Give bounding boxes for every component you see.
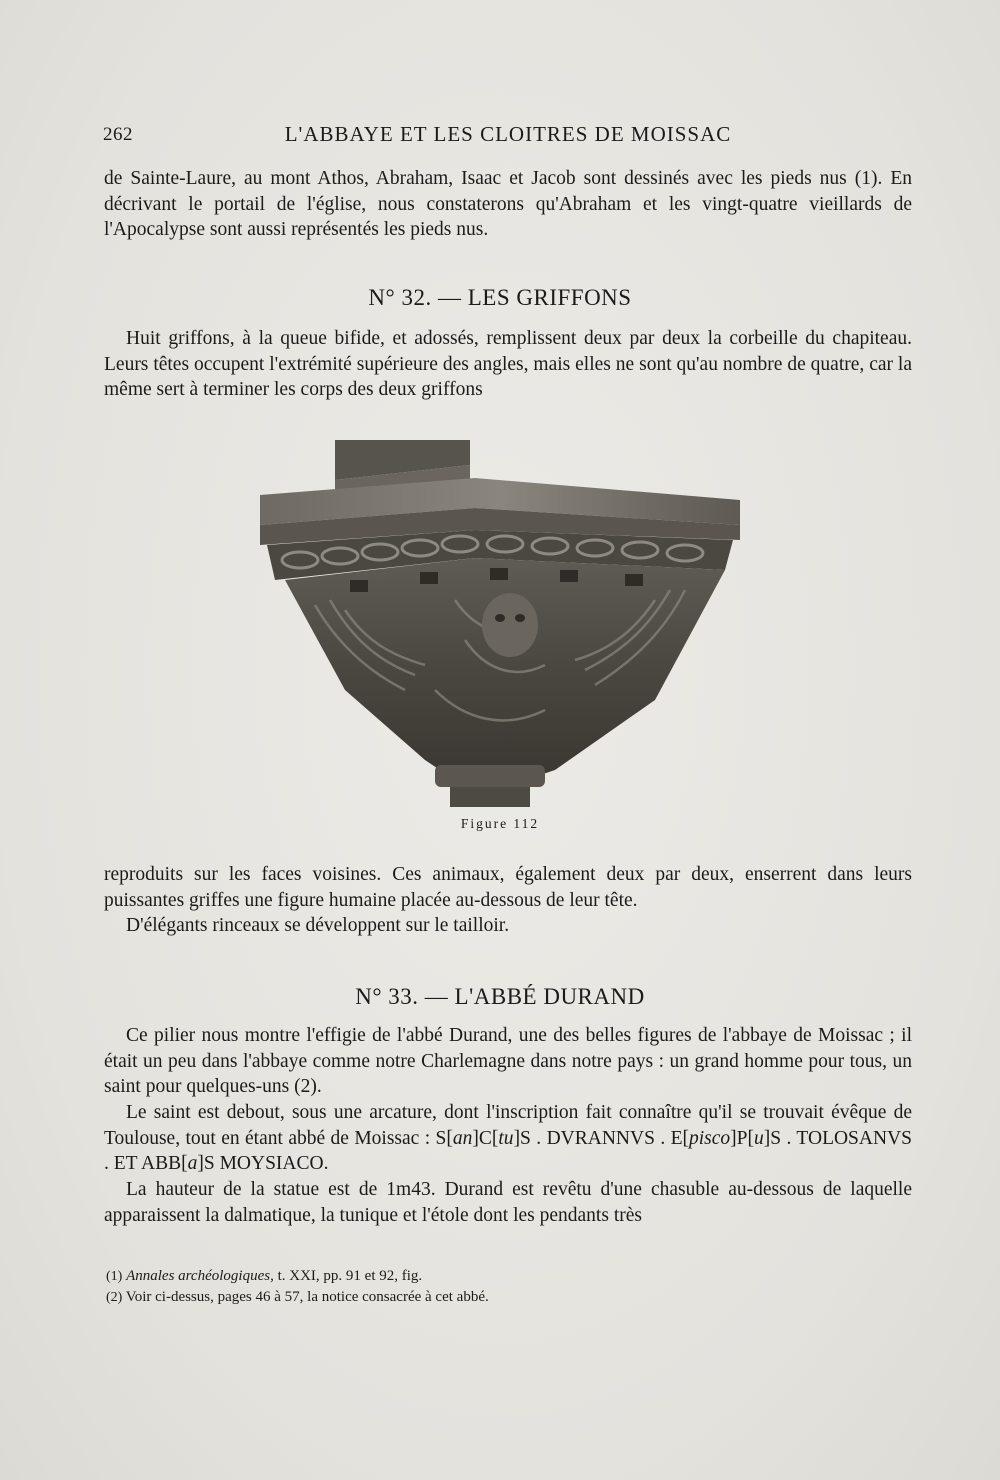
p2-text-d: ]P[ <box>730 1127 755 1149</box>
capital-sculpture-figure <box>255 440 745 810</box>
p2-italic-a: a <box>187 1153 198 1174</box>
section-32-paragraph: Huit griffons, à la queue bifide, et adossés, remplissent deux par deux la corbeille du chapiteau. Leurs têtes occupent l'extrémité supérieure des angles, mais elles ne sont qu'au nombre de quatre, car la même sert à terminer les corps des deux griffons <box>104 328 912 400</box>
p2-text-e: ]S . TOLOSANVS . ET ABB[ <box>104 1127 912 1174</box>
p2-text-f: ]S MOYSIACO. <box>197 1153 329 1174</box>
p2-text-a: Le saint est debout, sous une arcature, dont l'inscription fait connaître qu'il se trouvait évêque de Toulouse, tout en étant abbé de Moissac : S[ <box>104 1102 912 1149</box>
section-32-continuation: reproduits sur les faces voisines. Ces animaux, également deux par deux, enserrent dans leurs puissantes griffes une figure humaine placée au-dessous de leur tête. <box>104 864 912 911</box>
p2-italic-u: u <box>754 1127 764 1149</box>
section-33-paragraph-1: Ce pilier nous montre l'effigie de l'abbé Durand, une des belles figures de l'abbaye de Moissac ; il était un peu dans l'abbaye comme notre Charlemagne dans notre pays : un grand homme pour tous, un saint pour quelques-uns (2). <box>104 1025 912 1097</box>
footnote-1-title: Annales archéologiques, <box>126 1268 274 1284</box>
intro-paragraph: de Sainte-Laure, au mont Athos, Abraham, Isaac et Jacob sont dessinés avec les pieds nus (1). En décrivant le portail de l'église, nous constaterons qu'Abraham et les vingt-quatre vieillards de l'Apocalypse sont aussi représentés les pieds nus. <box>104 168 912 240</box>
p2-italic-an: an <box>452 1127 473 1149</box>
running-title: L'ABBAYE ET LES CLOITRES DE MOISSAC <box>284 122 732 146</box>
section-33-title: N° 33. — L'ABBÉ DURAND <box>355 984 645 1009</box>
footnote-2 <box>106 1287 906 1308</box>
footnote-1-text: t. XXI, pp. 91 et 92, fig. <box>273 1268 423 1284</box>
footnote-2-number: (2) <box>106 1290 123 1305</box>
section-33-paragraph-2 <box>104 1100 912 1177</box>
footnote-1-number: (1) <box>106 1269 123 1284</box>
page-number: 262 <box>103 124 133 145</box>
p2-text-b: ]C[ <box>472 1127 499 1149</box>
p2-text-c: ]S . DVRANNVS . E[ <box>513 1127 689 1149</box>
footnote-2-text: Voir ci-dessus, pages 46 à 57, la notice consacrée à cet abbé. <box>122 1289 489 1305</box>
capital-illustration <box>255 440 745 810</box>
section-32-title: N° 32. — LES GRIFFONS <box>368 285 632 310</box>
page-header <box>103 122 913 152</box>
p2-italic-pisco: pisco <box>689 1127 731 1149</box>
section-33-paragraph-3: La hauteur de la statue est de 1m43. Durand est revêtu d'une chasuble au-dessous de laquelle apparaissent la dalmatique, la tunique et l'étole dont les pendants très <box>104 1179 912 1226</box>
footnote-1 <box>106 1266 906 1287</box>
p2-italic-tu: tu <box>498 1127 514 1149</box>
footnotes <box>106 1266 906 1308</box>
figure-caption: Figure 112 <box>460 816 540 831</box>
section-32-last-line: D'élégants rinceaux se développent sur le tailloir. <box>126 915 510 936</box>
